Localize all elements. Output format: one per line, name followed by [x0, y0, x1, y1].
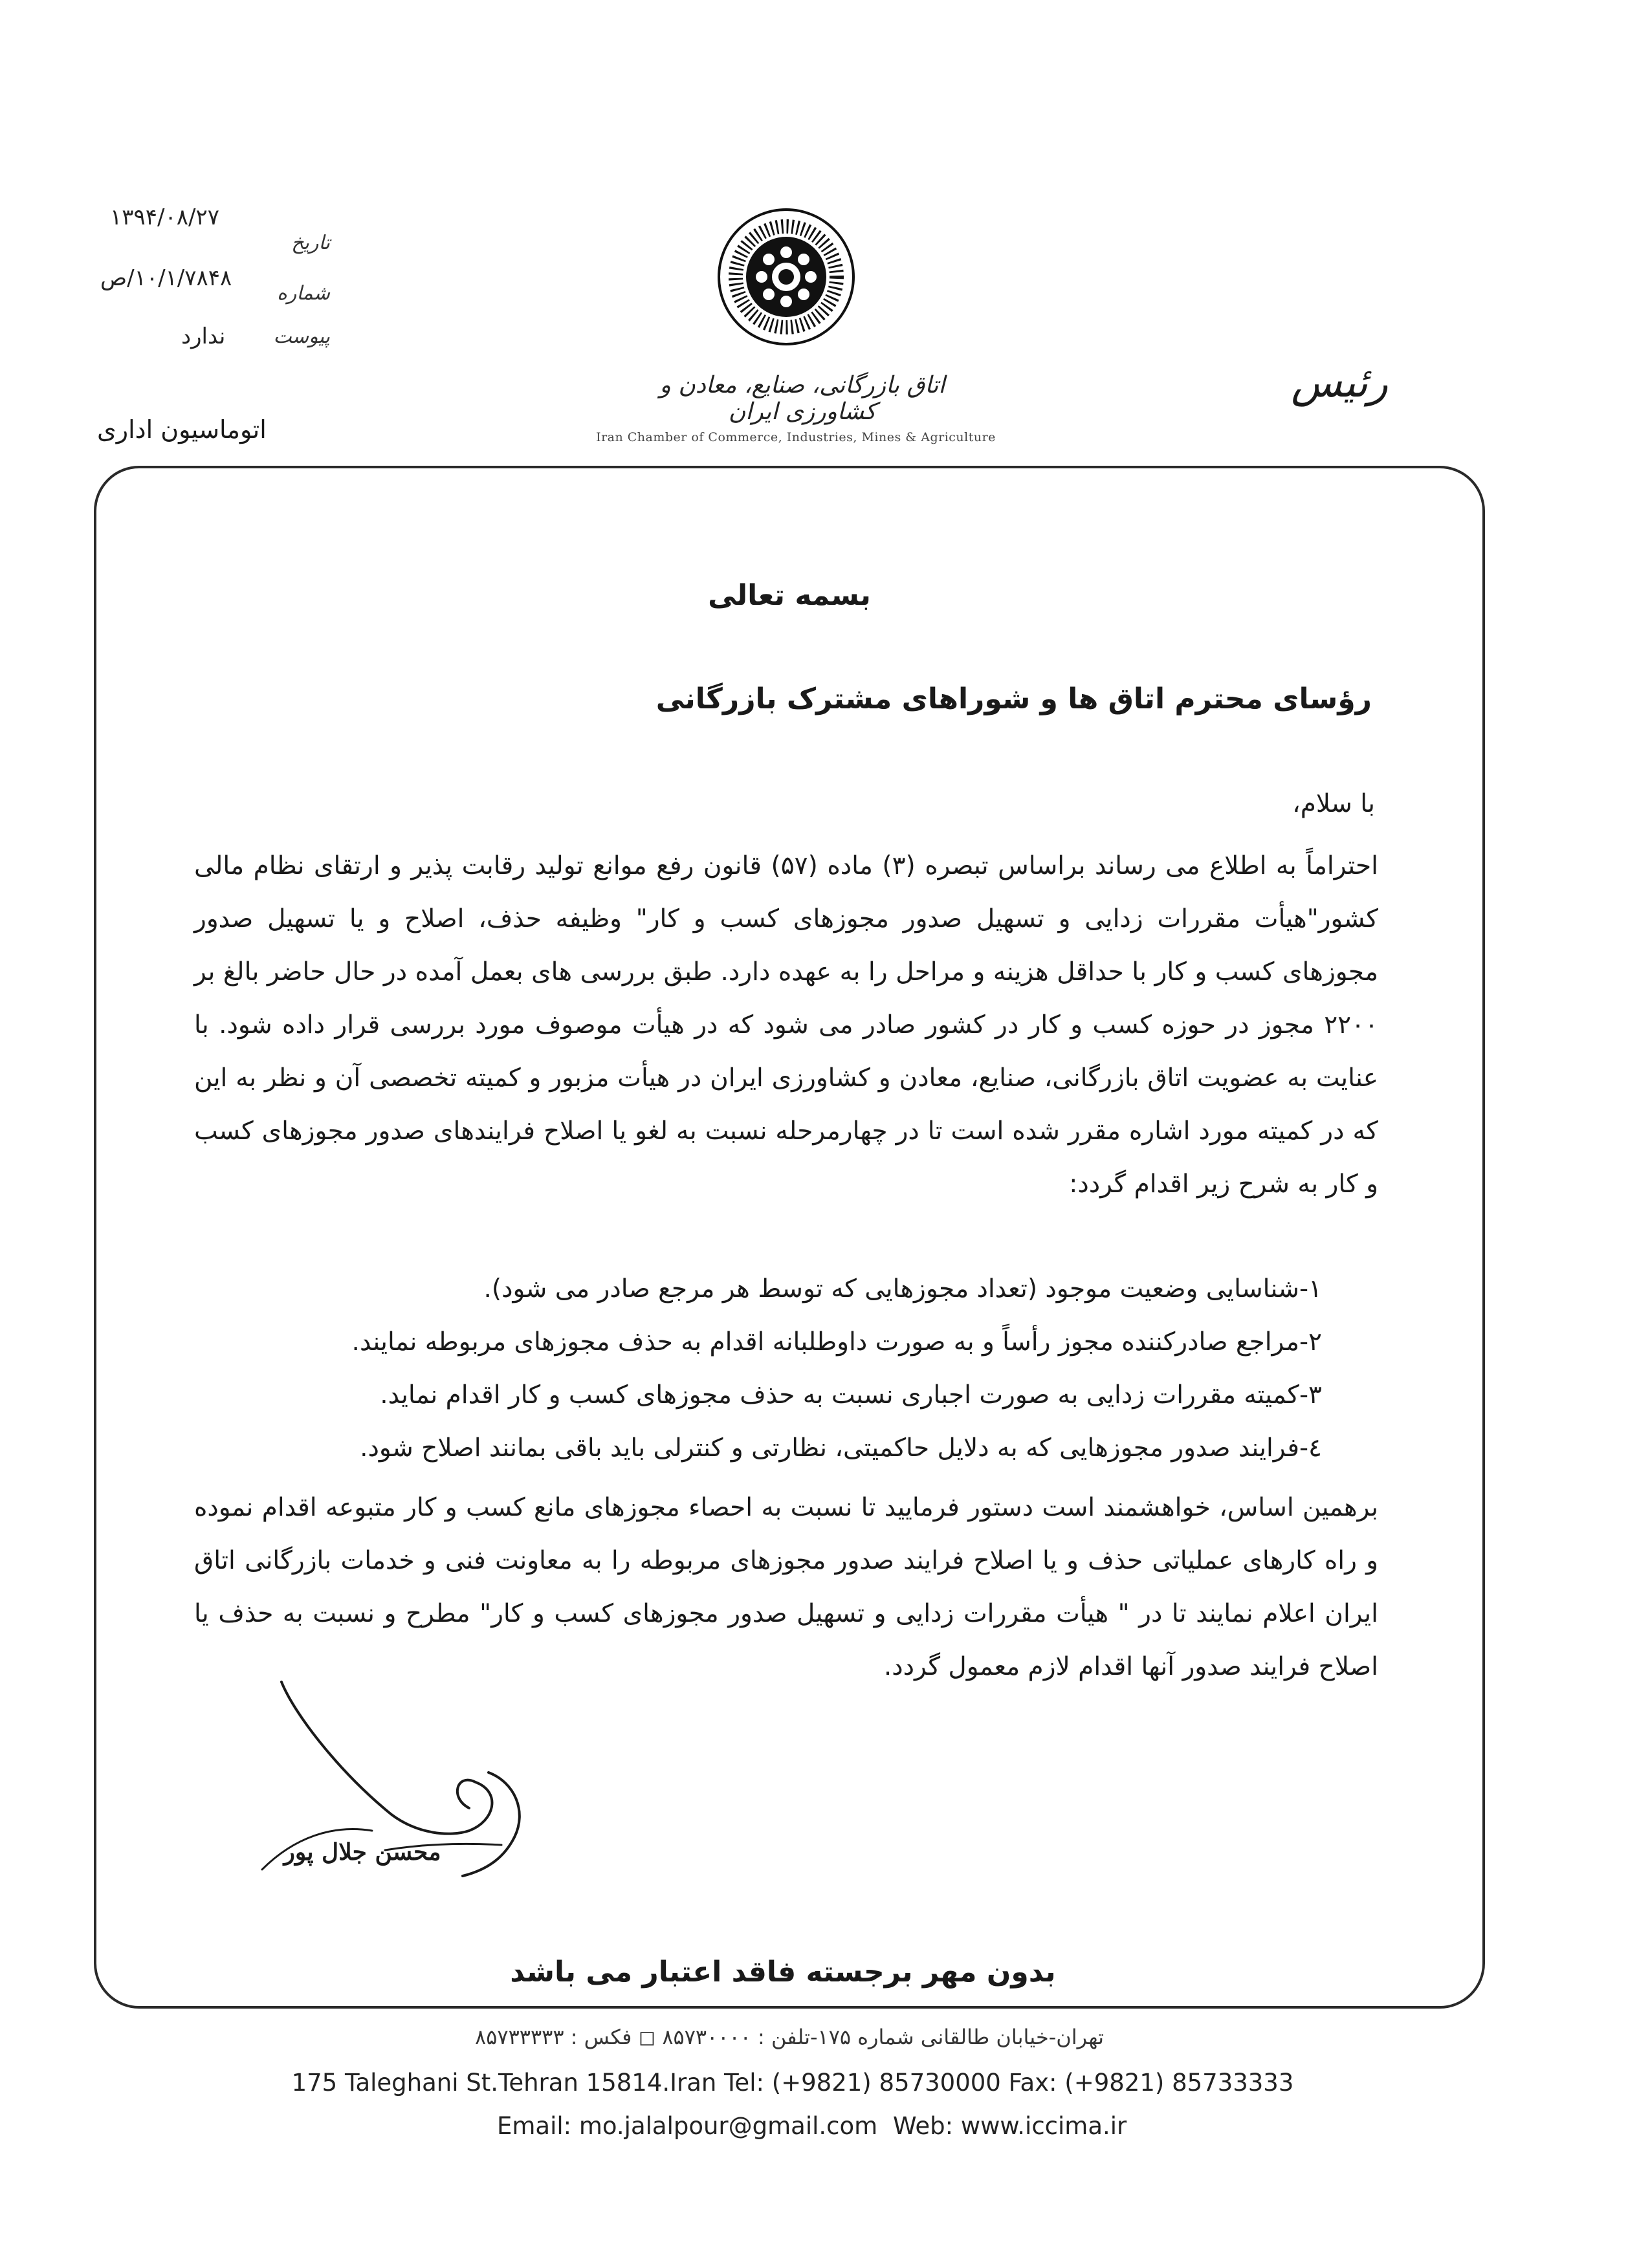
org-emblem [715, 206, 857, 348]
signatory-name: محسن جلال پور [283, 1838, 441, 1866]
attachment-label: پیوست [273, 325, 330, 348]
office-automation-label: اتوماسیون اداری [97, 415, 267, 444]
basmala: بسمه تعالی [708, 579, 871, 612]
number-label: شماره [277, 282, 330, 305]
recipient: رؤسای محترم اتاق ها و شوراهای مشترک بازرگانی [655, 682, 1372, 715]
attachment-value: ندارد [181, 323, 226, 349]
date-value: ۱۳۹۴/۰۸/۲۷ [110, 204, 220, 230]
body-paragraph-2 [194, 1481, 1378, 1694]
org-name-en: Iran Chamber of Commerce, Industries, Mines & Agriculture [596, 430, 996, 444]
paragraph-2-text: برهمین اساس، خواهشمند است دستور فرمایید تا نسبت به احصاء مجوزهای مانع کسب و کار متبوعه اقدام نموده و راه کارهای عملیاتی حذف و یا اصلاح فرایند صدور مجوزهای مربوطه را به معاونت فنی و خدمات بازرگانی اتاق ایران اعلام نمایند تا در " هیأت مقررات زدایی و تسهیل صدور مجوزهای کسب و کار" مطرح و نسبت به حذف یا اصلاح فرایند صدور آنها اقدام لازم معمول گردد. [194, 1493, 1378, 1681]
footer-address-en: 175 Taleghani St.Tehran 15814.Iran Tel: (+9821) 85730000 Fax: (+9821) 85733333 [291, 2069, 1294, 2097]
footer-address-fa: تهران-خیابان طالقانی شماره ۱۷۵-تلفن : ۸۵۷۳۰۰۰۰ ◻ فکس : ۸۵۷۳۳۳۳۳ [475, 2025, 1104, 2049]
greeting: با سلام، [1292, 789, 1375, 818]
stamp-notice: بدون مهر برجسته فاقد اعتبار می باشد [510, 1956, 1056, 1989]
president-title: رئیس [1291, 359, 1388, 407]
meta-block [97, 201, 330, 359]
org-name-fa: اتاق بازرگانی، صنایع، معادن و کشاورزی ایران [659, 372, 945, 425]
chamber-logo-icon [715, 206, 857, 348]
list-item: ۲-مراجع صادرکننده مجوز رأساً و به صورت داوطلبانه اقدام به حذف مجوزهای مربوطه نمایند. [351, 1327, 1322, 1357]
paragraph-1-text: احتراماً به اطلاع می رساند براساس تبصره (۳) ماده (۵۷) قانون رفع موانع تولید رقابت پذیر و ارتقای نظام مالی کشور"هیأت مقررات زدایی و تسهیل صدور مجوزهای کسب و کار" وظیفه حذف، اصلاح و یا تسهیل صدور مجوزهای کسب و کار با حداقل هزینه و مراحل را به عهده دارد. طبق بررسی های بعمل آمده در حال حاضر بالغ بر ۲۲۰۰ مجوز در حوزه کسب و کار در کشور صادر می شود که در هیأت موصوف مورد بررسی قرار داده شود. با عنایت به عضویت اتاق بازرگانی، صنایع، معادن و کشاورزی ایران در هیأت مزبور و کمیته تخصصی آن و نظر به این که در کمیته مورد اشاره مقرر شده است تا در چهارمرحله نسبت به لغو یا اصلاح فرایندهای صدور مجوزهای کسب و کار به شرح زیر اقدام گردد: [194, 851, 1378, 1199]
body-paragraph-1 [194, 840, 1378, 1211]
list-item: ۱-شناسایی وضعیت موجود (تعداد مجوزهایی که توسط هر مرجع صادر می شود). [483, 1274, 1322, 1303]
footer-email: Email: mo.jalalpour@gmail.com [497, 2112, 878, 2140]
date-label: تاریخ [291, 232, 330, 254]
number-value: ۱۰/۱/۷۸۴۸/ص [100, 265, 232, 291]
list-item: ٤-فرایند صدور مجوزهایی که به دلایل حاکمیتی، نظارتی و کنترلی باید باقی بمانند اصلاح شود. [360, 1434, 1322, 1463]
list-item: ۳-کمیته مقررات زدایی به صورت اجباری نسبت به حذف مجوزهای کسب و کار اقدام نماید. [380, 1380, 1322, 1410]
footer-web: Web: www.iccima.ir [893, 2112, 1127, 2140]
action-list [194, 1263, 1322, 1475]
